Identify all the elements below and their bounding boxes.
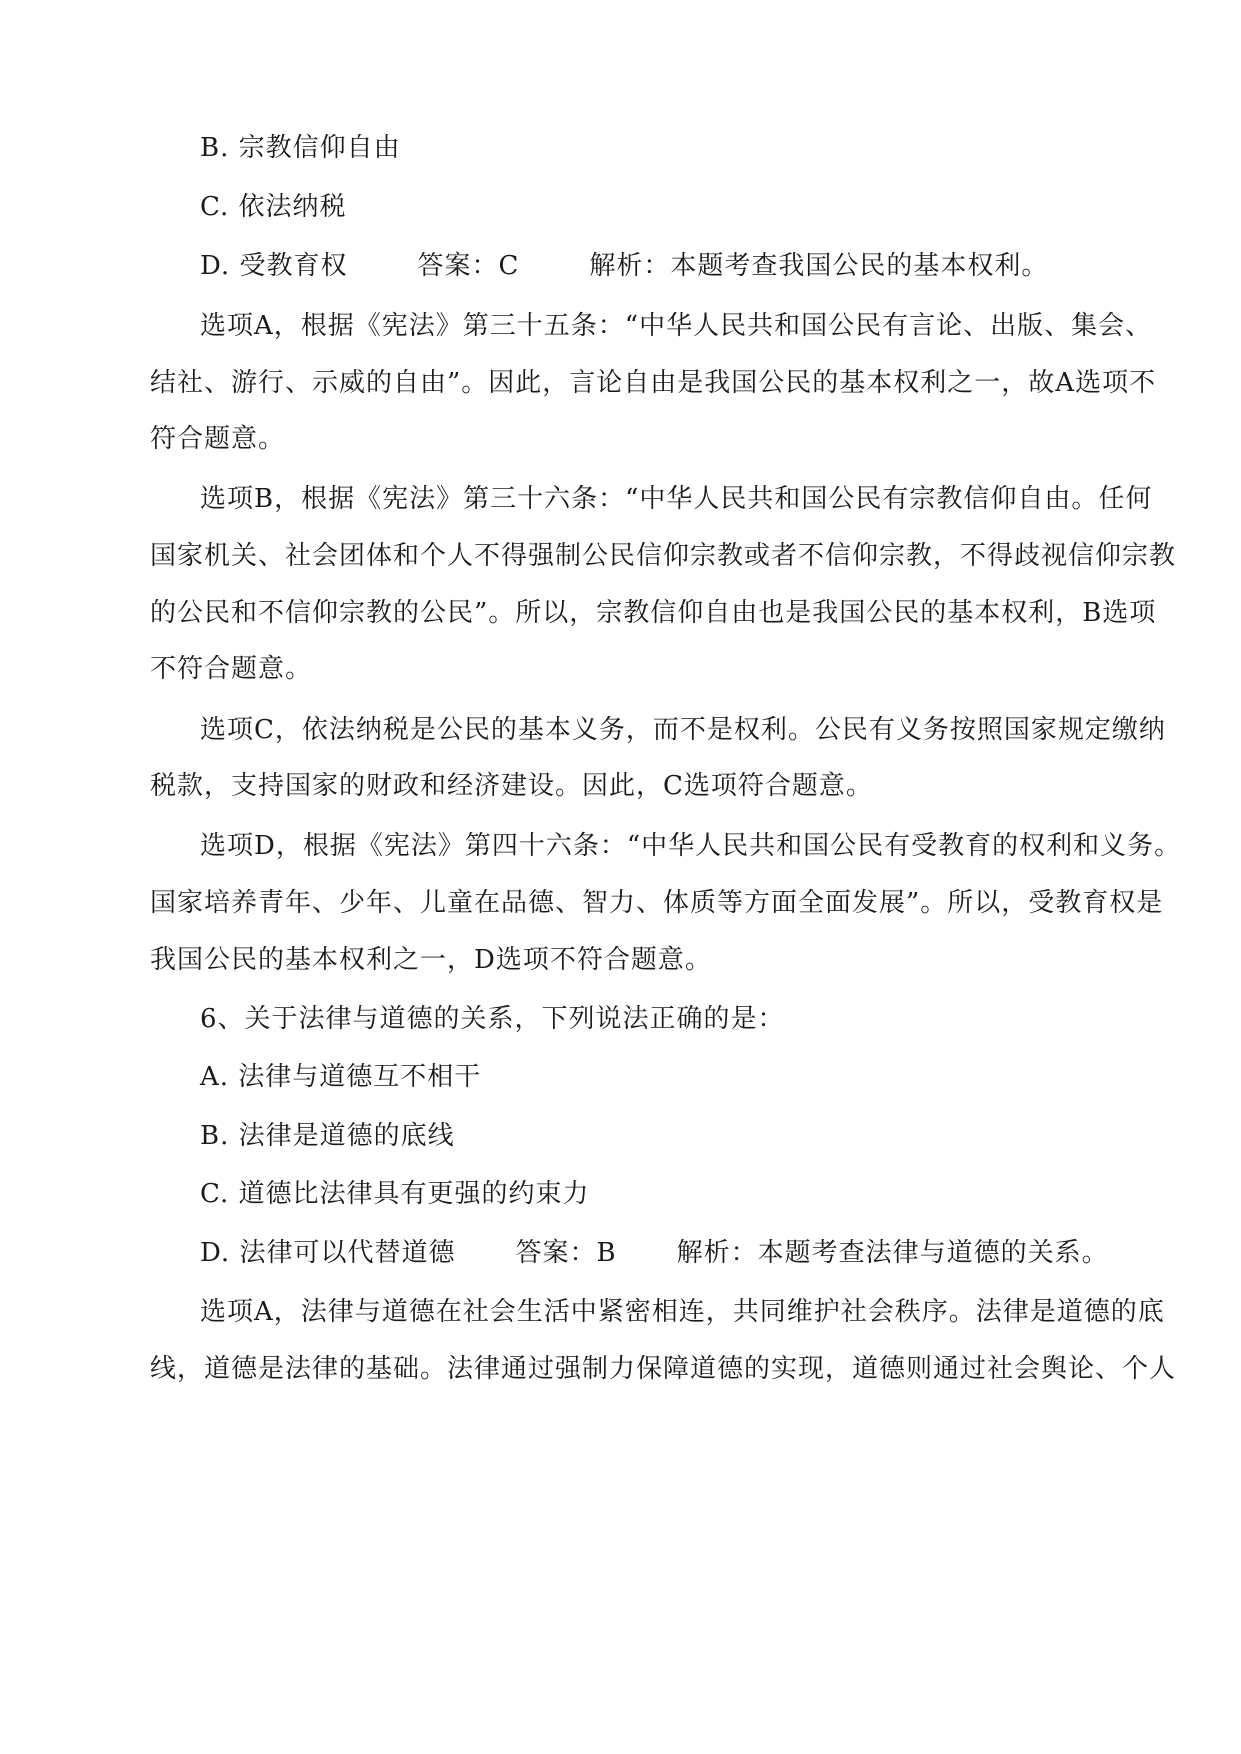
paragraph-line: 税款，支持国家的财政和经济建设。因此，C选项符合题意。	[150, 771, 873, 801]
paragraph-line: 选项A，法律与道德在社会生活中紧密相连，共同维护社会秩序。法律是道德的底	[200, 1297, 1165, 1327]
option-d-q5: D. 受教育权	[200, 251, 348, 281]
option-c-q6: C. 道德比法律具有更强的约束力	[200, 1179, 590, 1209]
paragraph-line: 国家机关、社会团体和个人不得强制公民信仰宗教或者不信仰宗教，不得歧视信仰宗教	[150, 541, 1177, 571]
option-d-q6-answer-line	[200, 1236, 1109, 1270]
paragraph-line: 的公民和不信仰宗教的公民”。所以，宗教信仰自由也是我国公民的基本权利，B选项	[150, 598, 1157, 628]
option-c-q5: C. 依法纳税	[200, 192, 347, 222]
option-d-q6: D. 法律可以代替道德	[200, 1238, 456, 1268]
option-b-q6: B. 法律是道德的底线	[200, 1121, 455, 1151]
paragraph-line: 结社、游行、示威的自由”。因此，言论自由是我国公民的基本权利之一，故A选项不	[150, 368, 1157, 398]
paragraph-line: 国家培养青年、少年、儿童在品德、智力、体质等方面全面发展”。所以，受教育权是	[150, 888, 1164, 918]
option-a-q6: A. 法律与道德互不相干	[200, 1062, 482, 1092]
paragraph-line: 选项D，根据《宪法》第四十六条：“中华人民共和国公民有受教育的权利和义务。	[200, 831, 1182, 861]
paragraph-line: 选项A，根据《宪法》第三十五条：“中华人民共和国公民有言论、出版、集会、	[200, 311, 1153, 341]
paragraph-line: 不符合题意。	[150, 654, 313, 684]
paragraph-line: 线，道德是法律的基础。法律通过强制力保障道德的实现，道德则通过社会舆论、个人	[150, 1354, 1177, 1384]
paragraph-line: 选项B，根据《宪法》第三十六条：“中华人民共和国公民有宗教信仰自由。任何	[200, 484, 1153, 514]
analysis-q6: 解析：本题考查法律与道德的关系。	[676, 1238, 1109, 1268]
paragraph-line: 选项C，依法纳税是公民的基本义务，而不是权利。公民有义务按照国家规定缴纳	[200, 715, 1166, 745]
question-6: 6、关于法律与道德的关系，下列说法正确的是：	[200, 1004, 785, 1034]
option-b-q5: B. 宗教信仰自由	[200, 133, 401, 163]
option-d-q5-answer-line	[200, 249, 1095, 283]
analysis-q5: 解析：本题考查我国公民的基本权利。	[589, 251, 1049, 281]
answer-q6: 答案：B	[515, 1238, 617, 1268]
paragraph-line: 我国公民的基本权利之一，D选项不符合题意。	[150, 945, 712, 975]
answer-q5: 答案：C	[417, 251, 520, 281]
paragraph-line: 符合题意。	[150, 424, 286, 454]
